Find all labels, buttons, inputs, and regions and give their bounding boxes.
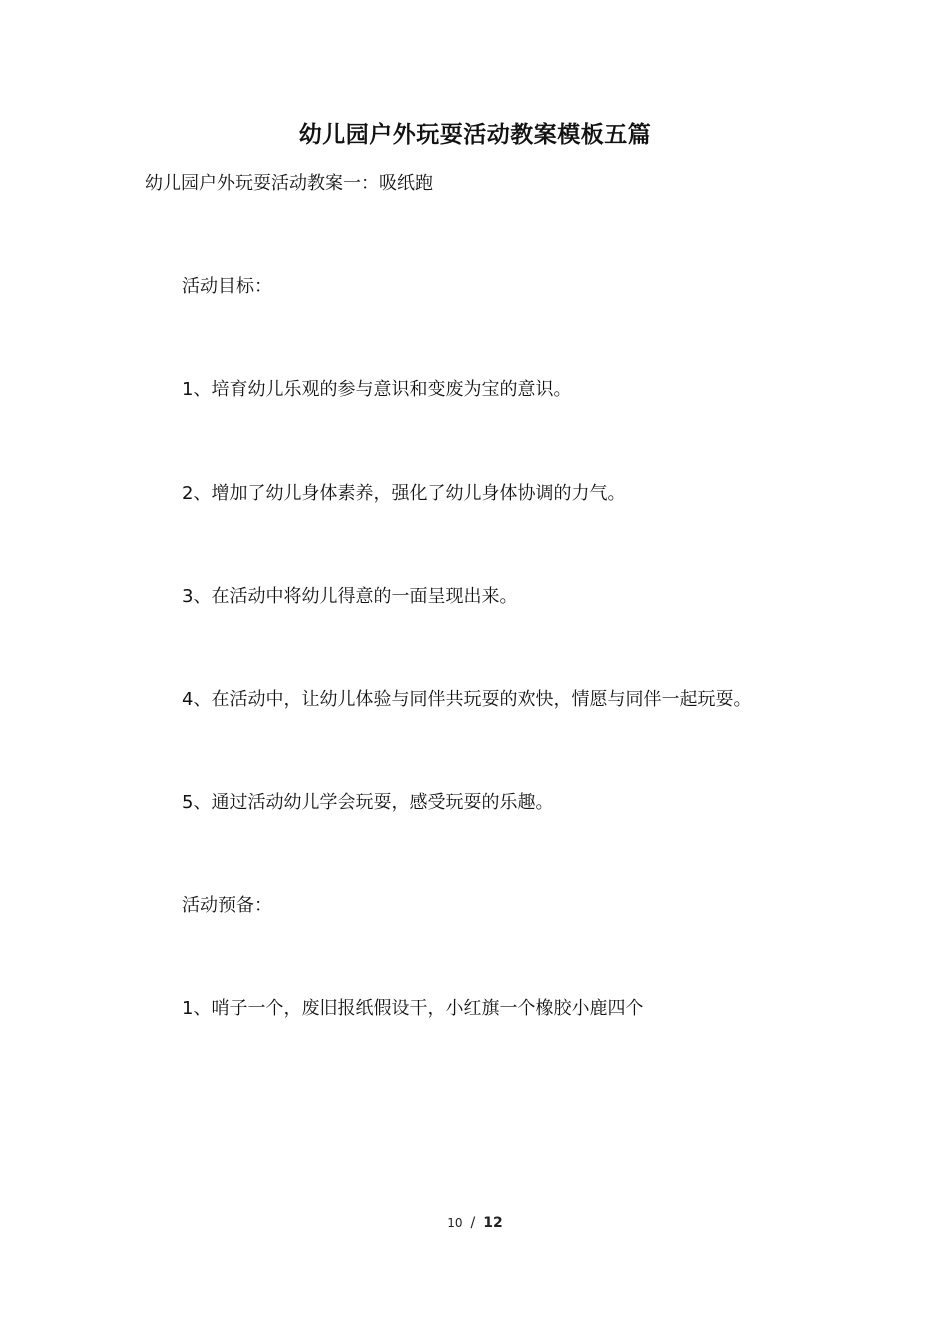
goal-item-2: 2、增加了幼儿身体素养，强化了幼儿身体协调的力气。 <box>182 483 626 504</box>
goal-item-5: 5、通过活动幼儿学会玩耍，感受玩耍的乐趣。 <box>182 792 554 813</box>
document-title: 幼儿园户外玩耍活动教案模板五篇 <box>298 122 652 148</box>
total-page-count: 12 <box>483 1215 503 1231</box>
heading-activity-preparation: 活动预备： <box>182 895 272 916</box>
current-page-number: 10 <box>447 1216 463 1230</box>
section-subtitle: 幼儿园户外玩耍活动教案一：吸纸跑 <box>145 173 433 194</box>
heading-activity-goals: 活动目标： <box>182 276 272 297</box>
page-separator: / <box>470 1215 476 1231</box>
goal-item-3: 3、在活动中将幼儿得意的一面呈现出来。 <box>182 586 518 607</box>
page-number <box>0 1214 950 1232</box>
goal-item-4: 4、在活动中，让幼儿体验与同伴共玩耍的欢快，情愿与同伴一起玩耍。 <box>182 689 752 710</box>
preparation-item-1: 1、哨子一个，废旧报纸假设干，小红旗一个橡胶小鹿四个 <box>182 998 644 1019</box>
goal-item-1: 1、培育幼儿乐观的参与意识和变废为宝的意识。 <box>182 379 572 400</box>
